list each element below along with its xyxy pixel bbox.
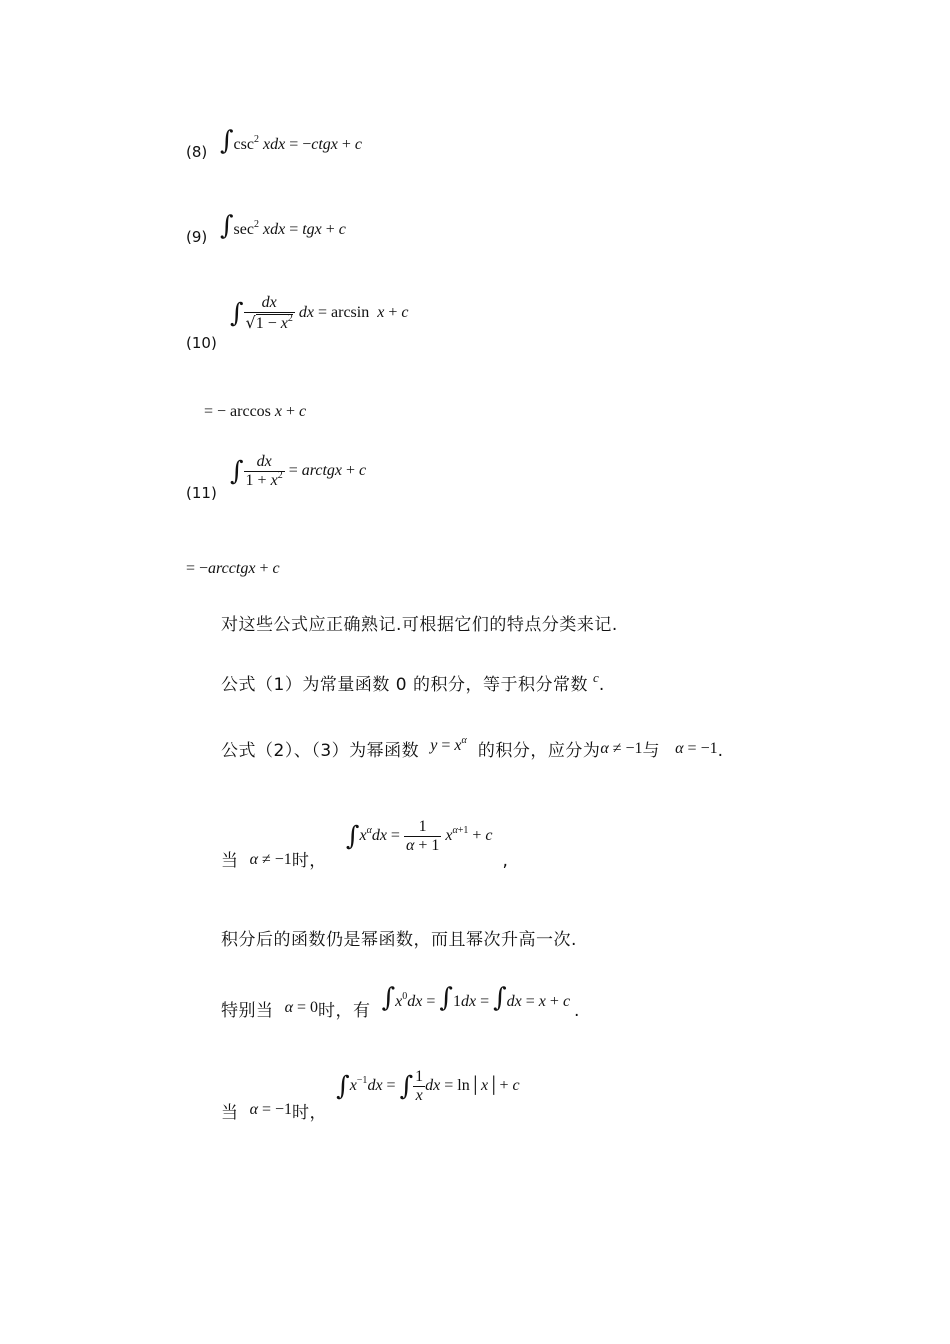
paragraph-formula-1: 公式（1）为常量函数 0 的积分，等于积分常数 $^c$. — [221, 670, 605, 695]
condition-alpha-eq: α = −1 — [675, 740, 718, 757]
paragraph-formula-2-3-text-a: 公式（2）、（3）为幂函数 — [221, 741, 420, 761]
paragraph-memorize: 对这些公式应正确熟记.可根据它们的特点分类来记. — [221, 615, 618, 635]
condition-alpha-ne: α ≠ −1 — [600, 740, 643, 757]
formula-8-label: (8) — [186, 143, 208, 161]
paragraph-alpha-ne: 当 α ≠ −1时， $\int x^\alpha dx$ = $\frac{1}{\alpha + 1}$ $x^{\alpha+1} + c$ , — [221, 818, 509, 872]
paragraph-alpha-minus-one-suffix: 时， — [292, 1103, 328, 1124]
paragraph-alpha-zero-cond: α = 0 — [284, 999, 319, 1016]
paragraph-alpha-zero-prefix: 特别当 — [221, 1001, 274, 1021]
formula-9: $\int\sec^2$ xdx = tgx + c — [220, 211, 346, 241]
paragraph-formula-2-3-text-c: 与 — [642, 741, 661, 761]
paragraph-alpha-zero-suffix: 时，有 — [318, 1001, 371, 1021]
paragraph-alpha-ne-suffix: 时， — [291, 851, 327, 872]
paragraph-alpha-zero: 特别当 α = 0时，有 $\int x^0dx = \int 1dx = \int dx = x + c$ . — [221, 983, 580, 1021]
formula-11-label: (11) — [186, 484, 217, 502]
formula-9-label: (9) — [186, 228, 208, 246]
alpha-zero-formula: $\int x^0dx = \int 1dx = \int dx = x + c$ — [381, 983, 571, 1013]
constant-c: c — [593, 670, 599, 685]
paragraph-alpha-minus-one-prefix: 当 — [221, 1103, 239, 1124]
formula-11: ∫ $\frac{dx}{1 + x^2}$ = arctgx + c — [230, 453, 367, 489]
formula-10: ∫ $\frac{dx}{√1 - x^2}$ dx = arcsin x + c — [230, 294, 409, 332]
formula-10-continuation: = − arccos x + c — [204, 403, 307, 420]
paragraph-alpha-ne-prefix: 当 — [221, 851, 239, 872]
paragraph-power-raised: 积分后的函数仍是幂函数，而且幂次升高一次. — [221, 930, 577, 950]
paragraph-alpha-ne-cond: α ≠ −1 — [249, 851, 292, 869]
formula-10-label: (10) — [186, 334, 217, 352]
formula-11-continuation: = −arcctgx + c — [186, 560, 280, 577]
paragraph-alpha-minus-one-cond: α = −1 — [249, 1101, 293, 1119]
paragraph-formula-1-text: 公式（1）为常量函数 0 的积分，等于积分常数 — [221, 675, 588, 695]
power-rule-formula: $\int x^\alpha dx$ = $\frac{1}{\alpha + 1}$ $x^{\alpha+1} + c$ — [345, 818, 493, 854]
paragraph-formula-2-3: 公式（2）、（3）为幂函数 $y = x^\alpha$ 的积分，应分为α ≠ −1与 α = −1. — [221, 735, 724, 761]
paragraph-alpha-minus-one — [221, 1068, 520, 1124]
log-rule-formula: $\int x^{-1}dx$ = ∫ $\frac{1}{x}$ dx = ln│x│+ c — [336, 1068, 520, 1104]
power-function: $y = x^\alpha$ — [430, 735, 467, 754]
formula-8: $\int\csc^2$ xdx = −ctgx + c — [220, 126, 363, 156]
paragraph-formula-2-3-text-b: 的积分，应分为 — [477, 741, 601, 761]
